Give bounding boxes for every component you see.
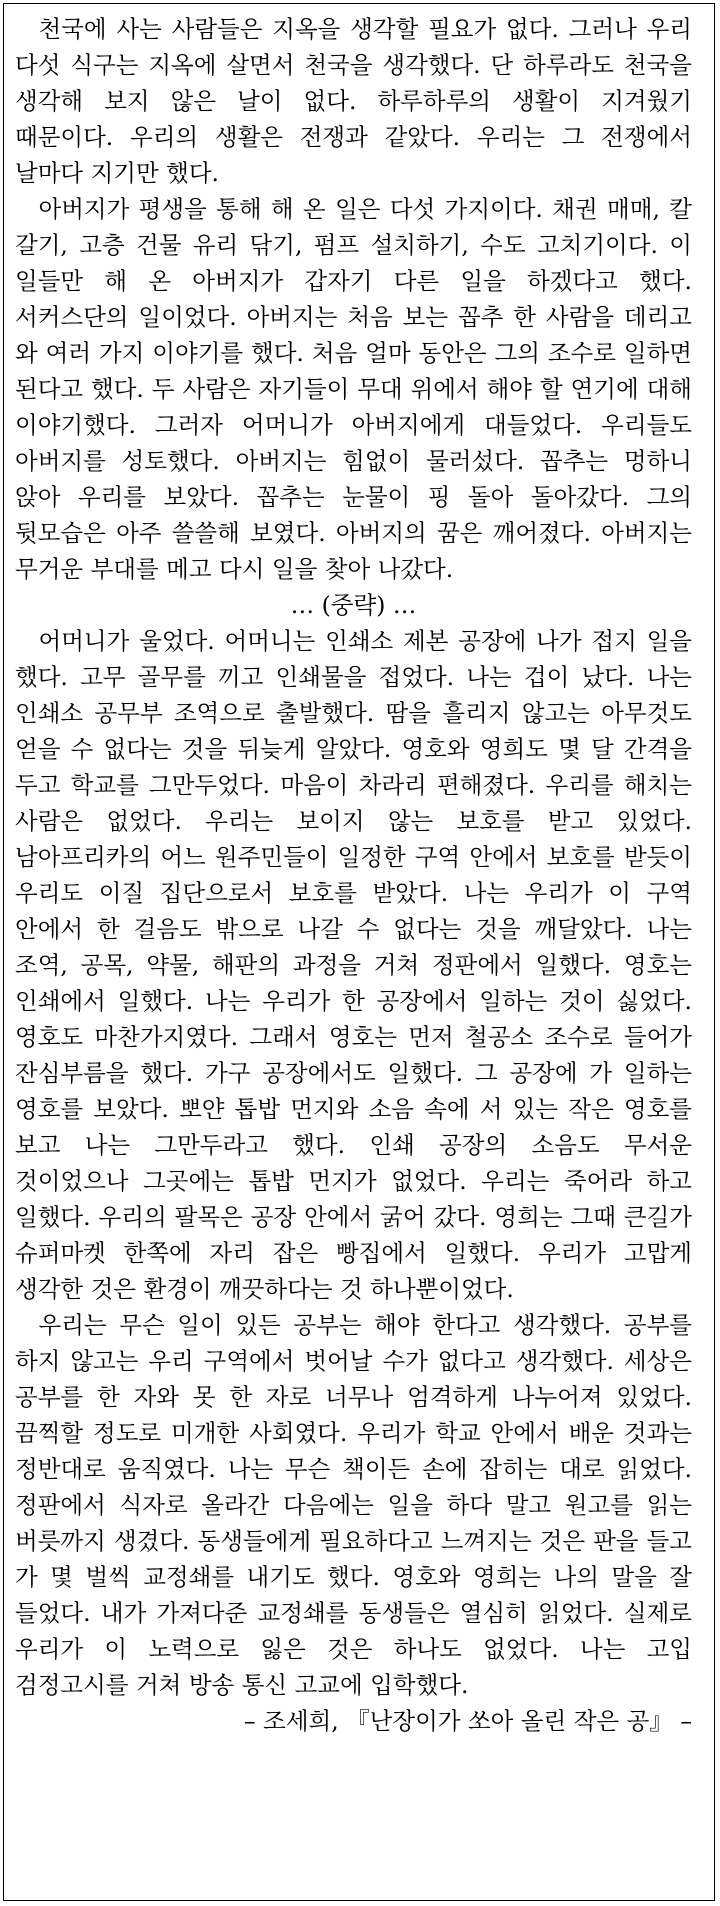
paragraph-heaven-and-hell: 천국에 사는 사람들은 지옥을 생각할 필요가 없다. 그러나 우리 다섯 식구는 지옥에 살면서 천국을 생각했다. 단 하루라도 천국을 생각해 보지 않은 날이 없다. 하루하루의 생활이 지겨웠기 때문이다. 우리의 생활은 전쟁과 같았다. 우리는 그 전쟁에서 날마다 지기만 했다.	[15, 15, 692, 187]
paragraph-factory-work: 어머니가 울었다. 어머니는 인쇄소 제본 공장에 나가 접지 일을 했다. 고무 골무를 끼고 인쇄물을 접었다. 나는 겁이 났다. 나는 인쇄소 공무부 조역으로 출발했다. 땀을 흘리지 않고는 아무것도 얻을 수 없다는 것을 뒤늦게 알았다. 영호와 영희도 몇 달 간격을 두고 학교를 그만두었다. 마음이 차라리 편해졌다. 우리를 해치는 사람은 없었다. 우리는 보이지 않는 보호를 받고 있었다. 남아프리카의 어느 원주민들이 일정한 구역 안에서 보호를 받듯이 우리도 이질 집단으로서 보호를 받았다. 나는 우리가 이 구역 안에서 한 걸음도 밖으로 나갈 수 없다는 것을 깨달았다. 나는 조역, 공목, 약물, 해판의 과정을 거쳐 정판에서 일했다. 영호는 인쇄에서 일했다. 나는 우리가 한 공장에서 일하는 것이 싫었다. 영호도 마찬가지였다. 그래서 영호는 먼저 철공소 조수로 들어가 잔심부름을 했다. 가구 공장에서도 일했다. 그 공장에 가 일하는 영호를 보았다. 뽀얀 톱밥 먼지와 소음 속에 서 있는 작은 영호를 보고 나는 그만두라고 했다. 인쇄 공장의 소음도 무서운 것이었으나 그곳에는 톱밥 먼지가 없었다. 우리는 죽어라 하고 일했다. 우리의 팔목은 공장 안에서 굵어 갔다. 영희는 그때 큰길가 슈퍼마켓 한쪽에 자리 잡은 빵집에서 일했다. 우리가 고맙게 생각한 것은 환경이 깨끗하다는 것 하나뿐이었다.	[15, 627, 692, 1303]
paragraph-father-work: 아버지가 평생을 통해 해 온 일은 다섯 가지이다. 채권 매매, 칼 갈기, 고층 건물 유리 닦기, 펌프 설치하기, 수도 고치기이다. 이 일들만 해 온 아버지가 갑자기 다른 일을 하겠다고 했다. 서커스단의 일이었다. 아버지는 처음 보는 꼽추 한 사람을 데리고 와 여러 가지 이야기를 했다. 처음 얼마 동안은 그의 조수로 일하면 된다고 했다. 두 사람은 자기들이 무대 위에서 해야 할 연기에 대해 이야기했다. 그러자 어머니가 아버지에게 대들었다. 우리들도 아버지를 성토했다. 아버지는 힘없이 물러섰다. 꼽추는 멍하니 앉아 우리를 보았다. 꼽추는 눈물이 핑 돌아 돌아갔다. 그의 뒷모습은 아주 쓸쓸해 보였다. 아버지의 꿈은 깨어졌다. 아버지는 무거운 부대를 메고 다시 일을 찾아 나갔다.	[15, 195, 692, 583]
omission-marker: … (중략) …	[290, 591, 417, 619]
source-citation: – 조세희, 『난장이가 쏘아 올린 작은 공』 –	[243, 1707, 692, 1735]
paragraph-studying: 우리는 무슨 일이 있든 공부는 해야 한다고 생각했다. 공부를 하지 않고는 우리 구역에서 벗어날 수가 없다고 생각했다. 세상은 공부를 한 자와 못 한 자로 너무나 엄격하게 나누어져 있었다. 끔찍할 정도로 미개한 사회였다. 우리가 학교 안에서 배운 것과는 정반대로 움직였다. 나는 무슨 책이든 손에 잡히는 대로 읽었다. 정판에서 식자로 올라간 다음에는 일을 하다 말고 원고를 읽는 버릇까지 생겼다. 동생들에게 필요하다고 느껴지는 것은 판을 들고 가 몇 벌씩 교정쇄를 내기도 했다. 영호와 영희는 나의 말을 잘 들었다. 내가 가져다준 교정쇄를 동생들은 열심히 읽었다. 실제로 우리가 이 노력으로 잃은 것은 하나도 없었다. 나는 고입 검정고시를 거쳐 방송 통신 고교에 입학했다.	[15, 1311, 692, 1699]
passage-box	[3, 3, 715, 1901]
